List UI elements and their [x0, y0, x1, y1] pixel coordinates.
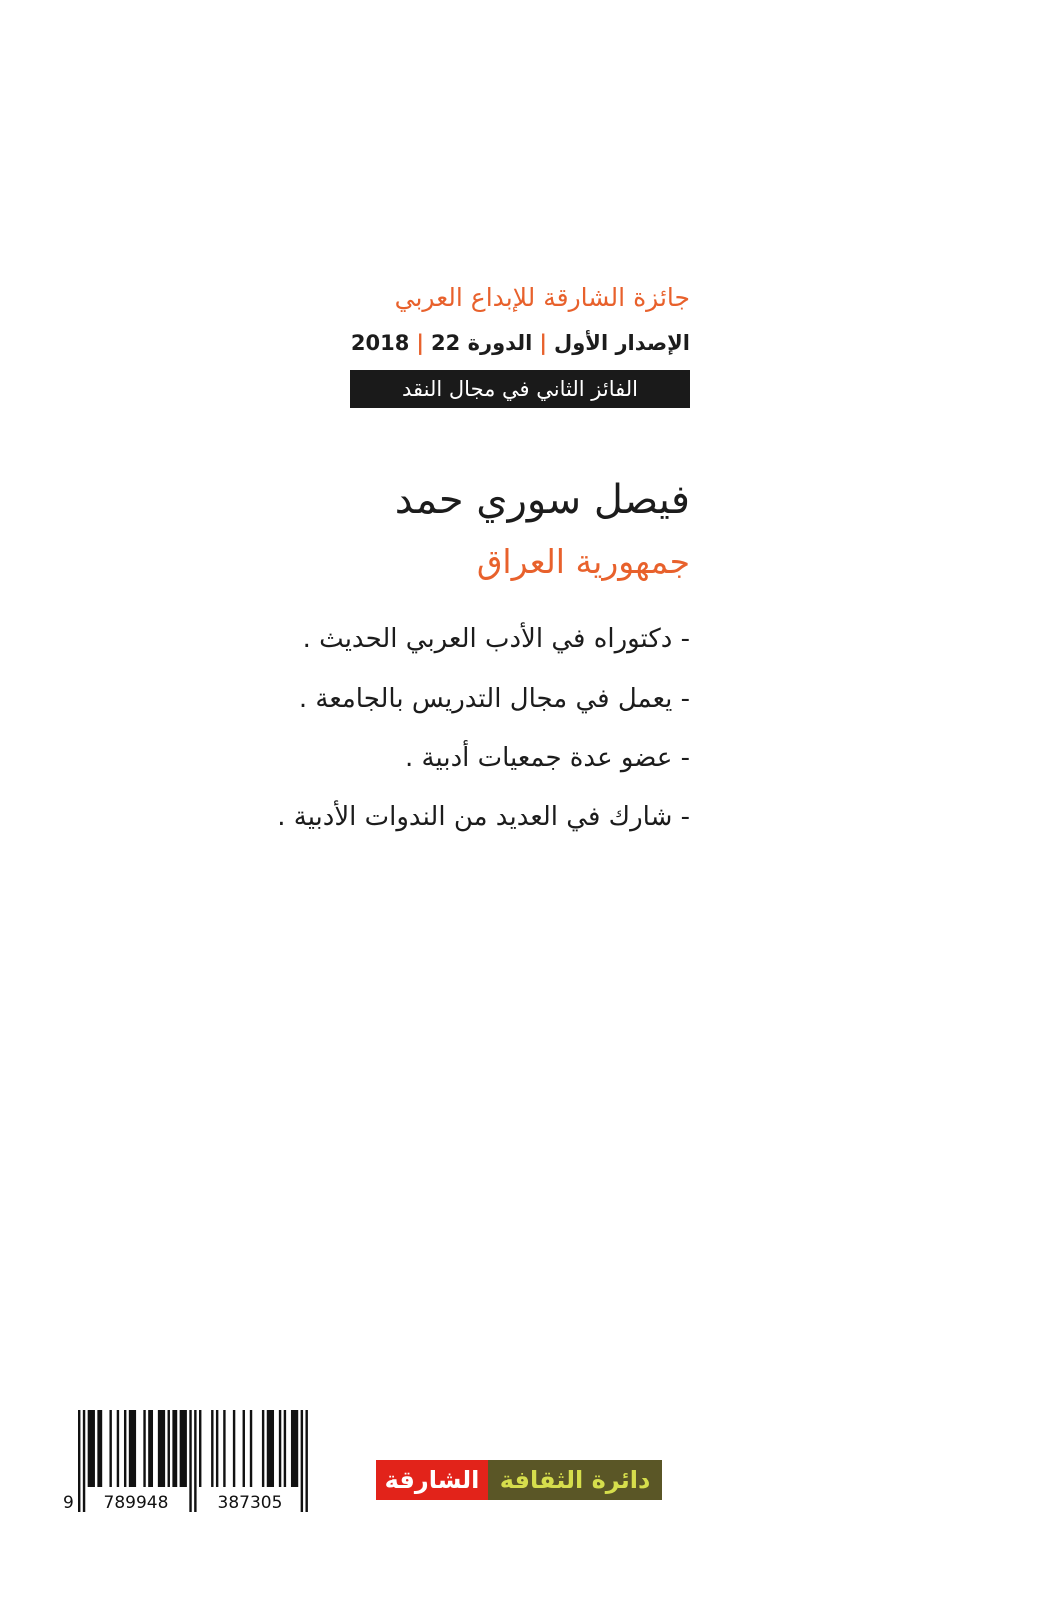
- isbn-barcode: [60, 1405, 320, 1517]
- barcode-bar: [291, 1410, 298, 1487]
- bio-item: - عضو عدة جمعيات أدبية .: [405, 743, 690, 773]
- barcode-bar: [168, 1410, 170, 1487]
- barcode-bar: [143, 1410, 145, 1487]
- barcode-guard-bar: [194, 1410, 196, 1512]
- barcode-bar: [243, 1410, 245, 1487]
- bio-item: - شارك في العديد من الندوات الأدبية .: [277, 802, 690, 832]
- author-country: جمهورية العراق: [476, 542, 690, 581]
- barcode-bar: [223, 1410, 225, 1487]
- barcode-guard-bar: [301, 1410, 303, 1512]
- barcode-bar: [158, 1410, 165, 1487]
- separator: |: [416, 331, 425, 355]
- edition-line: [50, 325, 690, 361]
- barcode-bar: [199, 1410, 201, 1487]
- prize-title: جائزة الشارقة للإبداع العربي: [394, 283, 690, 312]
- logo-department-text: دائرة الثقافة: [488, 1460, 662, 1500]
- barcode-bar: [233, 1410, 235, 1487]
- barcode-bar: [284, 1410, 286, 1487]
- barcode-guard-bar: [189, 1410, 191, 1512]
- author-name: فيصل سوري حمد: [394, 477, 690, 523]
- bio-item: - دكتوراه في الأدب العربي الحديث .: [302, 624, 690, 654]
- barcode-left-digits: 789948: [103, 1493, 169, 1513]
- session-label: الدورة 22: [431, 331, 533, 355]
- bio-item: - يعمل في مجال التدريس بالجامعة .: [298, 684, 690, 714]
- barcode-bar: [279, 1410, 281, 1487]
- barcode-bar: [88, 1410, 95, 1487]
- award-banner: الفائز الثاني في مجال النقد: [350, 370, 690, 408]
- barcode-bar: [211, 1410, 213, 1487]
- barcode-bar: [172, 1410, 177, 1487]
- edition-label: الإصدار الأول: [554, 331, 690, 355]
- publisher-logo: [376, 1460, 662, 1500]
- barcode-first-digit: 9: [63, 1493, 74, 1513]
- barcode-bar: [262, 1410, 264, 1487]
- barcode-bar: [267, 1410, 274, 1487]
- logo-sharjah-text: الشارقة: [376, 1460, 488, 1500]
- barcode-bar: [109, 1410, 111, 1487]
- year-label: 2018: [350, 331, 410, 355]
- barcode-bar: [180, 1410, 187, 1487]
- barcode-bar: [97, 1410, 102, 1487]
- barcode-bar: [124, 1410, 126, 1487]
- barcode-guard-bar: [78, 1410, 80, 1512]
- barcode-bar: [148, 1410, 153, 1487]
- barcode-bar: [216, 1410, 218, 1487]
- barcode-guard-bar: [83, 1410, 85, 1512]
- barcode-bar: [250, 1410, 252, 1487]
- separator: |: [539, 331, 548, 355]
- barcode-bar: [117, 1410, 119, 1487]
- barcode-right-digits: 387305: [217, 1493, 283, 1513]
- barcode-bar: [129, 1410, 136, 1487]
- barcode-guard-bar: [305, 1410, 307, 1512]
